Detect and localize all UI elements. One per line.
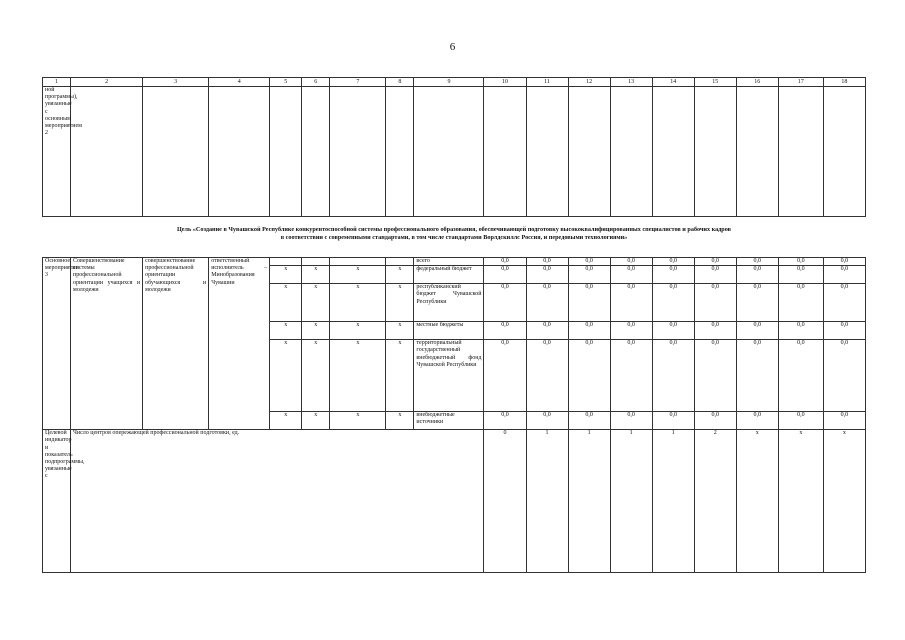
- funding-value: 0,0: [736, 340, 778, 412]
- x-mark-cell: x: [386, 284, 414, 322]
- indicator-value: x: [823, 430, 865, 573]
- cell: [694, 87, 736, 217]
- indicator-value: 2: [694, 430, 736, 573]
- col-number: 10: [484, 78, 526, 87]
- x-mark-cell: x: [270, 340, 302, 412]
- indicator-value: 1: [526, 430, 568, 573]
- funding-source: всего: [414, 258, 484, 266]
- funding-value: 0,0: [526, 412, 568, 430]
- goal-line-1: Цель «Создание в Чувашской Республике конкурентоспособной системы профессионального образования, обеспечивающей подготовку высококвалифицированных специалистов и рабочих кадров: [176, 226, 732, 233]
- x-mark-cell: x: [270, 412, 302, 430]
- funding-value: 0,0: [484, 322, 526, 340]
- cell: [414, 87, 484, 217]
- goal-line-2: в соответствии с современными стандартами, в том числе стандартами Ворлдскиллс Россия, и передовыми технологиями»: [280, 234, 628, 241]
- funding-value: 0,0: [736, 322, 778, 340]
- funding-value: 0,0: [778, 266, 823, 284]
- funding-value: 0,0: [484, 340, 526, 412]
- cell: [386, 87, 414, 217]
- funding-value: 0,0: [694, 412, 736, 430]
- x-mark-cell: [386, 258, 414, 266]
- event-name: Совершенствование системы профессиональной ориентации учащихся и молодежи: [71, 258, 143, 430]
- col-number: 4: [209, 78, 270, 87]
- funding-value: 0,0: [568, 412, 610, 430]
- x-mark-cell: x: [270, 322, 302, 340]
- funding-value: 0,0: [736, 284, 778, 322]
- indicator-value: 0: [484, 430, 526, 573]
- x-mark-cell: x: [330, 412, 386, 430]
- x-mark-cell: x: [302, 266, 330, 284]
- funding-source: территориальный государственный внебюджетный фонд Чувашской Республики: [414, 340, 484, 412]
- funding-row: [43, 258, 866, 266]
- funding-value: 0,0: [610, 340, 652, 412]
- cell: [823, 87, 865, 217]
- cell: [652, 87, 694, 217]
- x-mark-cell: x: [330, 284, 386, 322]
- col-number: 6: [302, 78, 330, 87]
- funding-value: 0,0: [652, 266, 694, 284]
- x-mark-cell: x: [302, 284, 330, 322]
- funding-value: 0,0: [568, 284, 610, 322]
- col-number: 18: [823, 78, 865, 87]
- funding-value: 0,0: [484, 284, 526, 322]
- funding-value: 0,0: [484, 258, 526, 266]
- x-mark-cell: x: [270, 284, 302, 322]
- col-number: 16: [736, 78, 778, 87]
- funding-value: 0,0: [610, 266, 652, 284]
- funding-value: 0,0: [694, 322, 736, 340]
- funding-value: 0,0: [568, 258, 610, 266]
- indicator-text: Число центров опережающей профессиональной подготовки, ед.: [71, 430, 484, 573]
- funding-value: 0,0: [823, 258, 865, 266]
- funding-value: 0,0: [610, 322, 652, 340]
- indicator-value: x: [736, 430, 778, 573]
- cell: [778, 87, 823, 217]
- col-number: 11: [526, 78, 568, 87]
- funding-value: 0,0: [568, 322, 610, 340]
- funding-value: 0,0: [694, 284, 736, 322]
- indicator-row: [43, 430, 866, 573]
- col-number: 1: [43, 78, 71, 87]
- event-table: [42, 257, 866, 573]
- cell: [330, 87, 386, 217]
- col-number: 2: [71, 78, 143, 87]
- funding-value: 0,0: [778, 258, 823, 266]
- cell: [209, 87, 270, 217]
- continued-table: [42, 77, 866, 217]
- cell: [610, 87, 652, 217]
- funding-value: 0,0: [526, 258, 568, 266]
- funding-value: 0,0: [568, 340, 610, 412]
- funding-value: 0,0: [823, 284, 865, 322]
- event-body: [43, 258, 866, 430]
- x-mark-cell: x: [330, 322, 386, 340]
- cell: [302, 87, 330, 217]
- funding-value: 0,0: [694, 266, 736, 284]
- column-number-row: [43, 78, 866, 87]
- cell: [568, 87, 610, 217]
- funding-value: 0,0: [568, 266, 610, 284]
- col-number: 14: [652, 78, 694, 87]
- funding-value: 0,0: [652, 322, 694, 340]
- funding-value: 0,0: [736, 266, 778, 284]
- event-type: Основное мероприятие 3: [43, 258, 71, 430]
- col-number: 7: [330, 78, 386, 87]
- funding-value: 0,0: [526, 266, 568, 284]
- col-number: 13: [610, 78, 652, 87]
- cell: [736, 87, 778, 217]
- indicator-value: 1: [652, 430, 694, 573]
- cell: [270, 87, 302, 217]
- funding-value: 0,0: [652, 258, 694, 266]
- prev-indicator-label: ной программы), увязанные с основным мероприятием 2: [43, 87, 71, 217]
- cell: [526, 87, 568, 217]
- funding-value: 0,0: [778, 340, 823, 412]
- col-number: 3: [143, 78, 209, 87]
- prev-indicator-row: [43, 87, 866, 217]
- funding-value: 0,0: [610, 258, 652, 266]
- funding-value: 0,0: [484, 266, 526, 284]
- funding-value: 0,0: [526, 322, 568, 340]
- x-mark-cell: x: [302, 322, 330, 340]
- funding-value: 0,0: [778, 412, 823, 430]
- x-mark-cell: [302, 258, 330, 266]
- funding-value: 0,0: [652, 412, 694, 430]
- x-mark-cell: x: [386, 322, 414, 340]
- funding-value: 0,0: [736, 412, 778, 430]
- x-mark-cell: [330, 258, 386, 266]
- funding-value: 0,0: [652, 284, 694, 322]
- funding-value: 0,0: [526, 284, 568, 322]
- x-mark-cell: x: [386, 266, 414, 284]
- funding-value: 0,0: [778, 284, 823, 322]
- funding-value: 0,0: [484, 412, 526, 430]
- funding-source: республиканский бюджет Чувашской Республики: [414, 284, 484, 322]
- funding-value: 0,0: [610, 412, 652, 430]
- funding-source: федеральный бюджет: [414, 266, 484, 284]
- x-mark-cell: [270, 258, 302, 266]
- cell: [71, 87, 143, 217]
- funding-value: 0,0: [823, 322, 865, 340]
- funding-value: 0,0: [778, 322, 823, 340]
- col-number: 8: [386, 78, 414, 87]
- indicator-label: Целевой индикатор и показатель подпрограммы, увязанные с: [43, 430, 71, 573]
- col-number: 5: [270, 78, 302, 87]
- indicator-value: x: [778, 430, 823, 573]
- indicator-value: 1: [610, 430, 652, 573]
- x-mark-cell: x: [330, 266, 386, 284]
- col-number: 9: [414, 78, 484, 87]
- event-task: совершенствование профессиональной ориентации обучающихся и молодежи: [143, 258, 209, 430]
- cell: [484, 87, 526, 217]
- funding-value: 0,0: [610, 284, 652, 322]
- x-mark-cell: x: [302, 340, 330, 412]
- funding-value: 0,0: [652, 340, 694, 412]
- funding-source: местные бюджеты: [414, 322, 484, 340]
- x-mark-cell: x: [270, 266, 302, 284]
- page-number: 6: [449, 41, 456, 53]
- col-number: 12: [568, 78, 610, 87]
- goal-heading: [42, 226, 866, 242]
- event-executor: ответственный исполнитель – Минобразования Чувашии: [209, 258, 270, 430]
- funding-value: 0,0: [736, 258, 778, 266]
- indicator-value: 1: [568, 430, 610, 573]
- x-mark-cell: x: [386, 340, 414, 412]
- cell: [143, 87, 209, 217]
- funding-value: 0,0: [694, 340, 736, 412]
- x-mark-cell: x: [330, 340, 386, 412]
- x-mark-cell: x: [386, 412, 414, 430]
- funding-value: 0,0: [694, 258, 736, 266]
- funding-source: внебюджетные источники: [414, 412, 484, 430]
- funding-value: 0,0: [823, 340, 865, 412]
- funding-value: 0,0: [823, 412, 865, 430]
- funding-value: 0,0: [526, 340, 568, 412]
- col-number: 15: [694, 78, 736, 87]
- col-number: 17: [778, 78, 823, 87]
- x-mark-cell: x: [302, 412, 330, 430]
- funding-value: 0,0: [823, 266, 865, 284]
